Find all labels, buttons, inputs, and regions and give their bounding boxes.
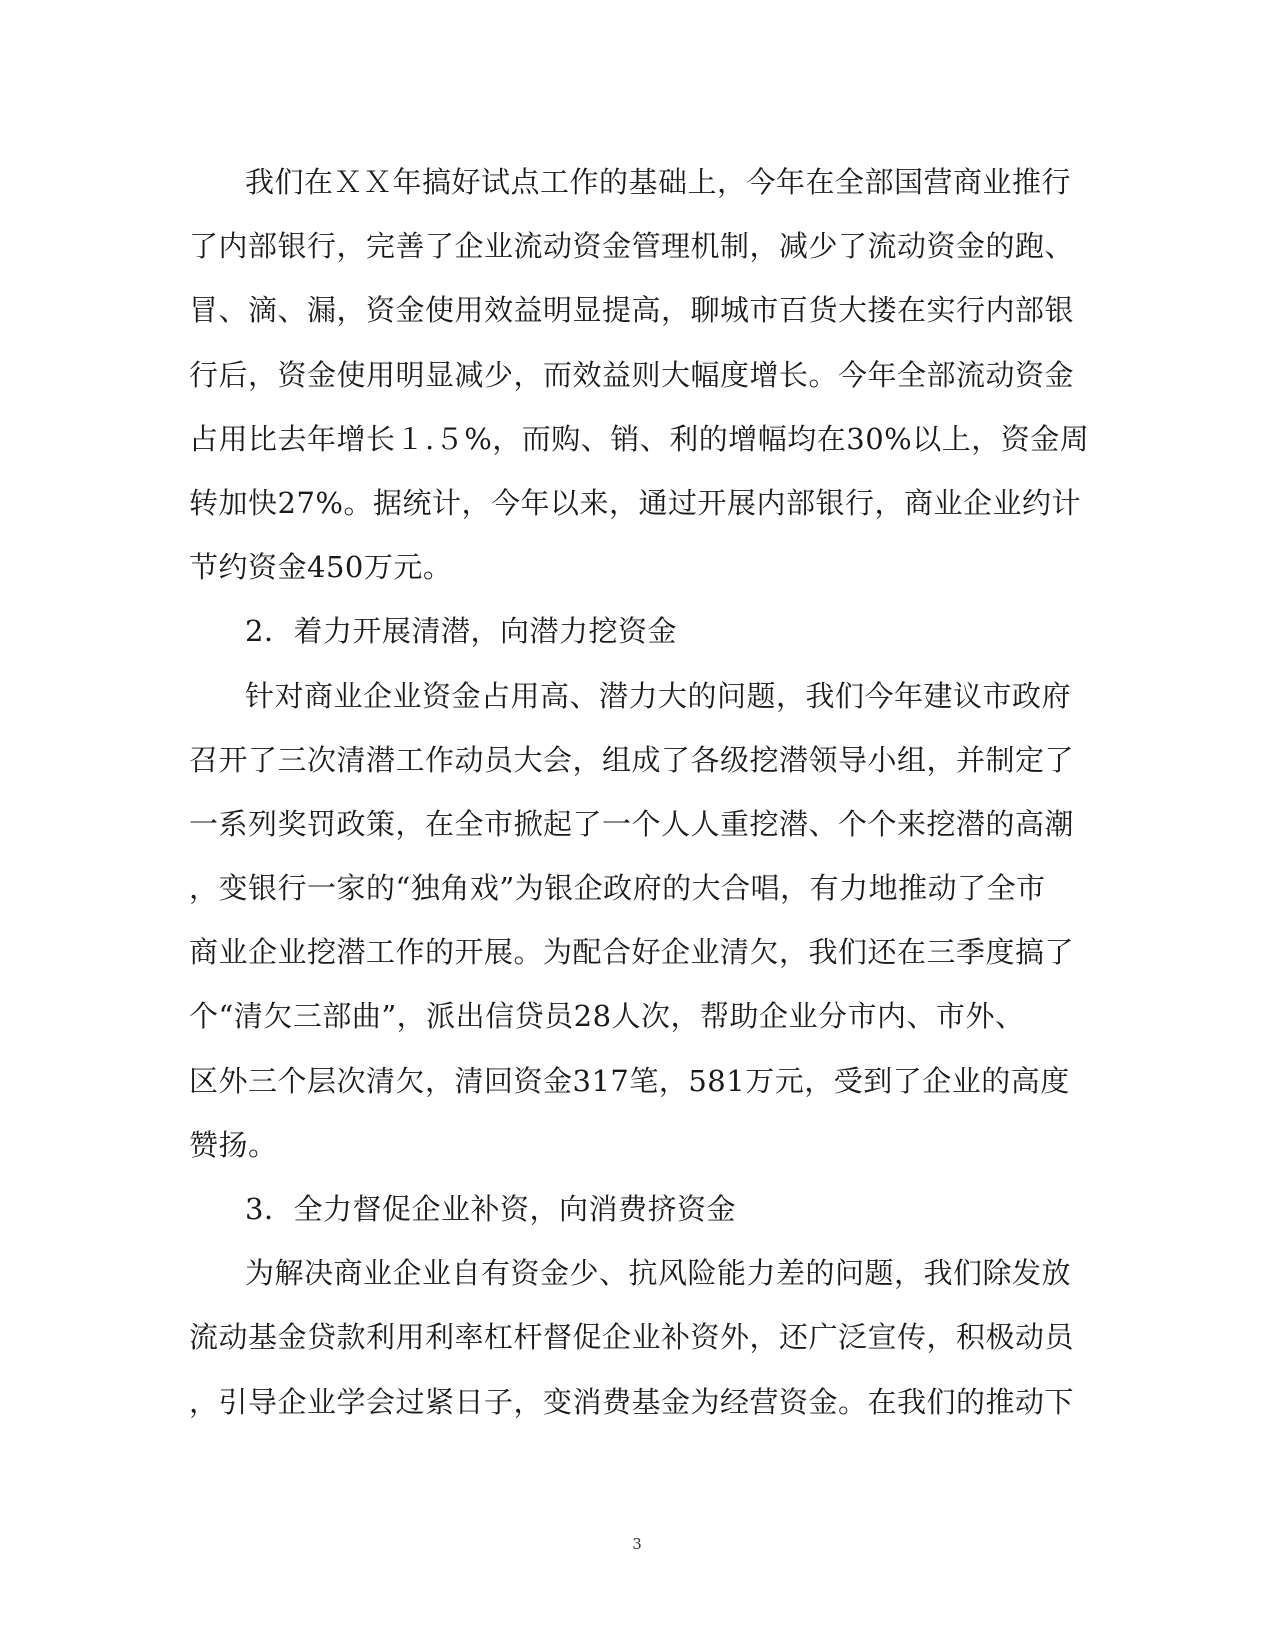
paragraph-line: 区外三个层次清欠，清回资金317笔，581万元，受到了企业的高度 — [189, 1063, 1070, 1098]
paragraph-line: ，变银行一家的“独角戏”为银企政府的大合唱，有力地推动了全市 — [189, 871, 1046, 906]
paragraph-line: 赞扬。 — [189, 1127, 278, 1162]
page-number: 3 — [632, 1535, 642, 1553]
paragraph-line: 了内部银行，完善了企业流动资金管理机制，减少了流动资金的跑、 — [189, 229, 1075, 264]
paragraph-line: 流动基金贷款利用利率杠杆督促企业补资外，还广泛宣传，积极动员 — [189, 1320, 1075, 1355]
paragraph-line: ，引导企业学会过紧日子，变消费基金为经营资金。在我们的推动下 — [189, 1384, 1075, 1419]
paragraph-line: 冒、滴、漏，资金使用效益明显提高，聊城市百货大搂在实行内部银 — [189, 293, 1075, 328]
paragraph-line: 我们在ＸＸ年搞好试点工作的基础上，今年在全部国营商业推行 — [245, 165, 1072, 199]
section-heading: 3．全力督促企业补资，向消费挤资金 — [245, 1192, 736, 1226]
section-heading: 2．着力开展清潜，向潜力挖资金 — [245, 614, 677, 649]
paragraph-line: 个“清欠三部曲”，派出信贷员28人次，帮助企业分市内、市外、 — [189, 999, 1025, 1034]
paragraph-line: 商业企业挖潜工作的开展。为配合好企业清欠，我们还在三季度搞了 — [189, 935, 1075, 970]
paragraph-line: 一系列奖罚政策，在全市掀起了一个人人重挖潜、个个来挖潜的高潮 — [189, 806, 1075, 841]
paragraph-line: 节约资金450万元。 — [189, 550, 453, 585]
body-text — [189, 150, 1089, 1434]
paragraph-line: 为解决商业企业自有资金少、抗风险能力差的问题，我们除发放 — [245, 1256, 1072, 1291]
paragraph-line: 行后，资金使用明显减少，而效益则大幅度增长。今年全部流动资金 — [189, 357, 1075, 392]
paragraph-line: 占用比去年增长１.５%，而购、销、利的增幅均在30%以上，资金周 — [189, 421, 1090, 456]
paragraph-line: 转加快27%。据统计，今年以来，通过开展内部银行，商业企业约计 — [189, 485, 1081, 520]
paragraph-line: 针对商业企业资金占用高、潜力大的问题，我们今年建议市政府 — [245, 678, 1072, 713]
paragraph-line: 召开了三次清潜工作动员大会，组成了各级挖潜领导小组，并制定了 — [189, 742, 1075, 777]
